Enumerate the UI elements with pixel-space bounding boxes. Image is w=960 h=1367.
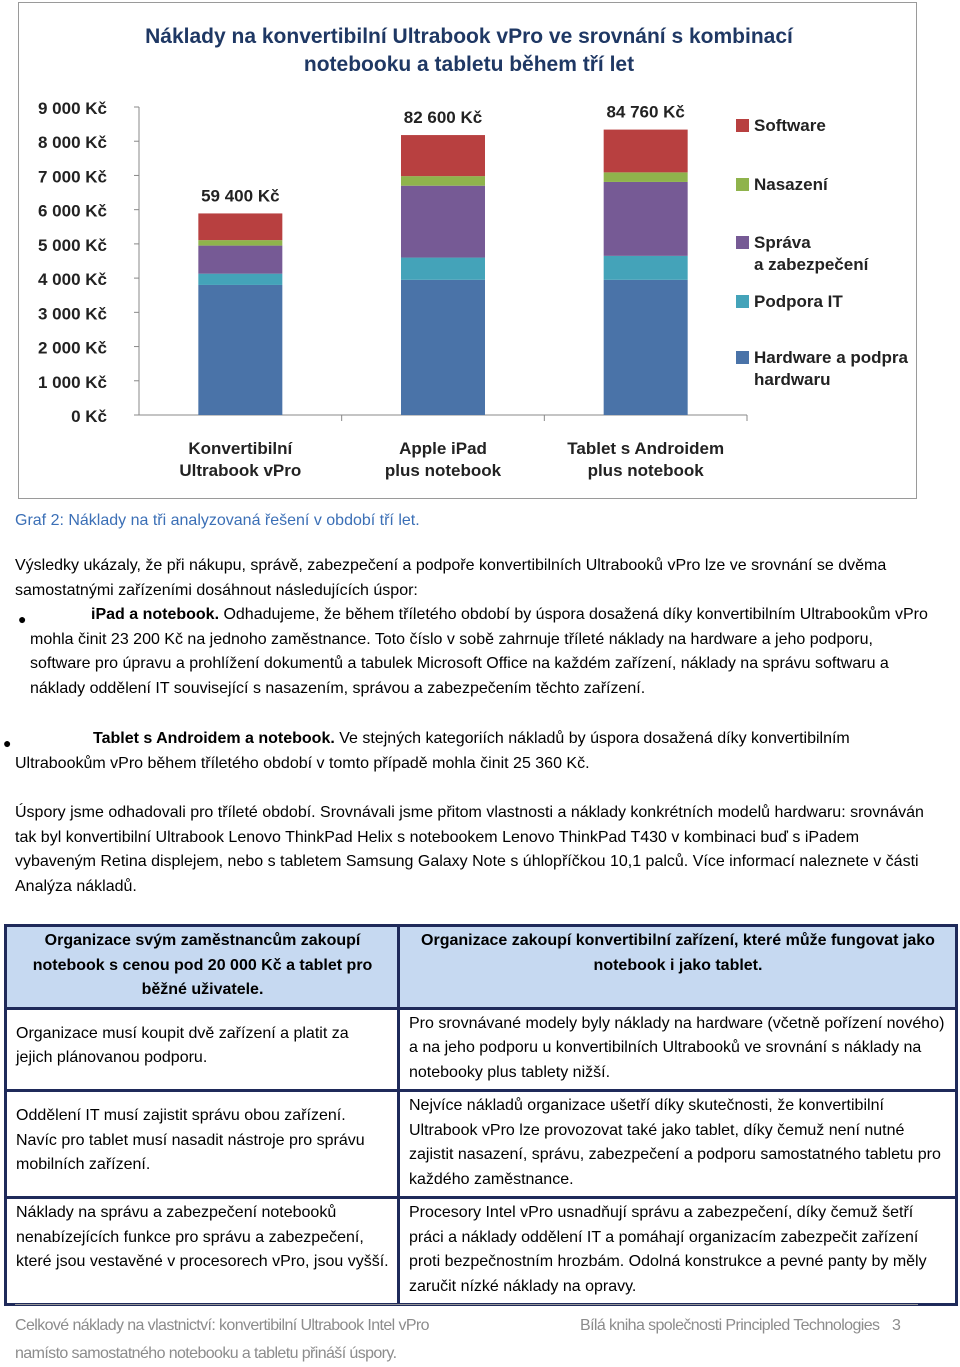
- footer-title-line1: Celkové náklady na vlastnictví: konvertibilní Ultrabook Intel vPro: [15, 1317, 429, 1334]
- legend-label: Podpora IT: [754, 292, 843, 311]
- bullet-android-head: Tablet s Androidem a notebook.: [93, 730, 335, 747]
- y-tick-label: 6 000 Kč: [38, 201, 107, 221]
- footer-publisher: Bílá kniha společnosti Principled Technologies: [580, 1317, 880, 1334]
- x-category-label: plus notebook: [384, 461, 502, 480]
- bullet-dot: ●: [3, 735, 12, 751]
- chart-title: notebooku a tabletu během tří let: [303, 53, 635, 76]
- y-tick-label: 2 000 Kč: [38, 338, 107, 358]
- methodology-paragraph: Úspory jsme odhadovali pro tříleté období. Srovnávali jsme přitom vlastnosti a náklady konkrétních modelů hardwaru: srovnáván tak byl konvertibilní Ultrabook Lenovo ThinkPad Helix s notebookem Lenovo ThinkPad T430 v kombinaci buď s iPadem vybaveným Retina displejem, nebo s tabletem Samsung Galaxy Note s úhlopříčkou 10,1 palců. Více informací naleznete v části Analýza nákladů.: [15, 804, 924, 895]
- table-row: [6, 1008, 957, 1091]
- x-category-label: Tablet s Androidem: [567, 439, 725, 458]
- bar-segment: [401, 186, 485, 258]
- bar-segment: [604, 182, 688, 256]
- legend-swatch: [736, 236, 749, 249]
- y-tick-label: 7 000 Kč: [38, 167, 107, 187]
- table-cell-left: Náklady na správu a zabezpečení notebooků nenabízejících funkce pro správu a zabezpečení, které jsou vestavěné v procesorech vPro, jsou vyšší.: [6, 1198, 399, 1305]
- bar-segment: [401, 280, 485, 415]
- y-tick-label: 1 000 Kč: [38, 372, 107, 392]
- table-header-left: Organizace svým zaměstnancům zakoupí notebook s cenou pod 20 000 Kč a tablet pro běžné uživatele.: [6, 926, 399, 1009]
- table-row: [6, 1091, 957, 1198]
- bar-segment: [604, 280, 688, 415]
- bullet-android-body: Ve stejných kategoriích nákladů by úspora dosažená díky konvertibilním Ultrabookům vPro během tříletého období v tomto případě mohla činit 25 360 Kč.: [15, 730, 850, 772]
- table-cell-right: Nejvíce nákladů organizace ušetří díky skutečnosti, že konvertibilní Ultrabook vPro lze provozovat také jako tablet, díky čemuž není nutné zajistit nasazení, správu, zabezpečení a podporu samostatného tabletu pro každého zaměstnance.: [399, 1091, 957, 1198]
- y-tick-label: 4 000 Kč: [38, 270, 107, 290]
- table-header-row: [6, 926, 957, 1009]
- bar-segment: [198, 213, 282, 240]
- stacked-bar-chart: [19, 3, 916, 498]
- bullet-android: [15, 727, 935, 776]
- bullet-ipad: [30, 603, 935, 701]
- legend-swatch: [736, 351, 749, 364]
- x-category-label: Apple iPad: [399, 439, 487, 458]
- bar-segment: [401, 135, 485, 176]
- footer-page-number: 3: [892, 1317, 901, 1334]
- bullet-ipad-body: Odhadujeme, že během tříletého období by úspora dosažená díky konvertibilním Ultrabookům vPro mohla činit 23 200 Kč na jednoho zaměstnance. Toto číslo v sobě zahrnuje tříleté náklady na hardware a jeho podporu, software pro úpravu a prohlížení dokumentů a tabulek Microsoft Office na každém zařízení, náklady na správu softwaru a náklady oddělení IT související s nasazením, správou a zabezpečením těchto zařízení.: [30, 606, 928, 697]
- legend-label: Hardware a podpra: [754, 348, 908, 367]
- x-category-label: plus notebook: [587, 461, 704, 480]
- bar-total-label: 84 760 Kč: [606, 102, 685, 122]
- x-category-label: Ultrabook vPro: [179, 461, 302, 480]
- legend-swatch: [736, 295, 749, 308]
- legend-swatch: [736, 119, 749, 132]
- bar-segment: [198, 240, 282, 245]
- y-tick-label: 8 000 Kč: [38, 133, 107, 153]
- table-cell-right: Pro srovnávané modely byly náklady na hardware (včetně pořízení nového) a na jeho podporu u konvertibilních Ultrabooků ve srovnání s náklady na notebooky plus tablety nižší.: [399, 1008, 957, 1091]
- y-tick-label: 0 Kč: [71, 407, 107, 426]
- bar-segment: [198, 274, 282, 285]
- bar-total-label: 59 400 Kč: [201, 186, 280, 206]
- chart-title: Náklady na konvertibilní Ultrabook vPro ve srovnání s kombinací: [145, 25, 793, 48]
- bar-segment: [604, 256, 688, 280]
- bar-segment: [401, 258, 485, 280]
- bar-segment: [198, 246, 282, 274]
- table-cell-left: Oddělení IT musí zajistit správu obou zařízení. Navíc pro tablet musí nasadit nástroje pro správu mobilních zařízení.: [6, 1091, 399, 1198]
- legend-label: hardwaru: [754, 370, 831, 389]
- footer-divider: [15, 1304, 918, 1305]
- y-tick-label: 9 000 Kč: [38, 99, 107, 118]
- chart-container: [18, 2, 917, 499]
- y-tick-label: 3 000 Kč: [38, 304, 107, 324]
- table-cell-left: Organizace musí koupit dvě zařízení a platit za jejich plánovanou podporu.: [6, 1008, 399, 1091]
- bullet-dot: ●: [18, 611, 27, 627]
- intro-paragraph: Výsledky ukázaly, že při nákupu, správě, zabezpečení a podpoře konvertibilních Ultrabooků vPro lze ve srovnání se dvěma samostatnými zařízeními dosáhnout následujících úspor:: [15, 557, 887, 599]
- table-header-right: Organizace zakoupí konvertibilní zařízení, které může fungovat jako notebook i jako tablet.: [399, 926, 957, 1009]
- bar-segment: [401, 176, 485, 186]
- footer-title-line2: namísto samostatného notebooku a tabletu přináší úspory.: [15, 1345, 397, 1362]
- bar-segment: [604, 130, 688, 173]
- legend-label: Software: [754, 116, 826, 135]
- bullet-ipad-head: iPad a notebook.: [91, 606, 220, 623]
- legend-label: Nasazení: [754, 175, 828, 194]
- table-cell-right: Procesory Intel vPro usnadňují správu a zabezpečení, díky čemuž šetří práci a náklady oddělení IT a pomáhají organizacím zabezpečit zařízení proti bezpečnostním hrozbám. Odolná konstrukce a pevné panty by měly zaručit nízké náklady na opravy.: [399, 1198, 957, 1305]
- bar-segment: [604, 172, 688, 182]
- table-row: [6, 1198, 957, 1305]
- bar-segment: [198, 285, 282, 415]
- legend-label: Správa: [754, 233, 811, 252]
- legend-swatch: [736, 178, 749, 191]
- bar-total-label: 82 600 Kč: [403, 108, 483, 128]
- legend-label: a zabezpečení: [754, 255, 869, 274]
- comparison-table: [4, 924, 958, 1306]
- y-tick-label: 5 000 Kč: [38, 235, 107, 255]
- chart-caption: Graf 2: Náklady na tři analyzovaná řešení v období tří let.: [15, 512, 420, 529]
- x-category-label: Konvertibilní: [188, 439, 293, 458]
